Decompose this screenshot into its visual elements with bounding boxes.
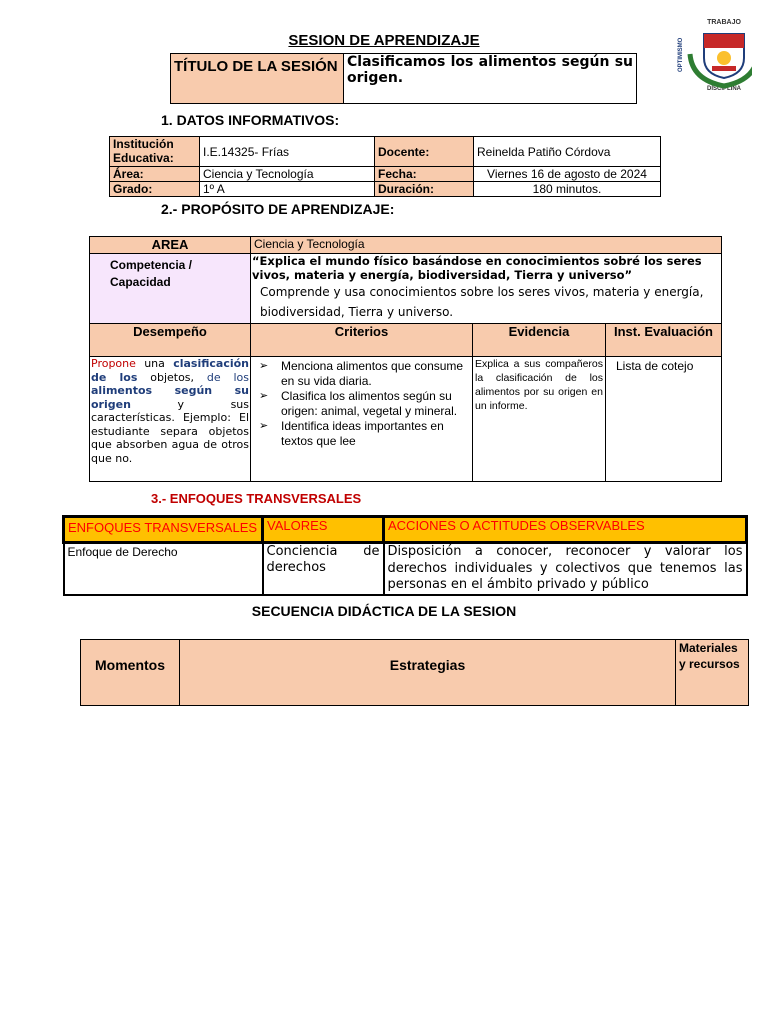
criterios-cell (251, 357, 473, 482)
criterios-header: Criterios (251, 324, 473, 357)
table-row (110, 137, 661, 167)
table-row (81, 640, 749, 706)
docente-value: Reinelda Patiño Córdova (474, 137, 661, 167)
list-item: ➢ Menciona alimentos que consume en su vida diaria. (255, 359, 468, 389)
document-title: SESION DE APRENDIZAJE (288, 32, 480, 49)
table-row (64, 517, 747, 543)
proposito-table (89, 236, 722, 482)
enfoque-cell: Enfoque de Derecho (64, 543, 263, 595)
secuencia-table (80, 639, 749, 706)
accion-cell: Disposición a conocer, reconocer y valorar los derechos individuales y colectivos que tenemos las personas en el ámbito privado y público (384, 543, 747, 595)
grado-label: Grado: (110, 182, 200, 197)
datos-informativos-table (109, 136, 661, 197)
table-row (90, 237, 722, 254)
area-value: Ciencia y Tecnología (200, 167, 375, 182)
desempeno-cell: Propone una clasificación de los objetos, de los alimentos según su origen y sus características. Ejemplo: El estudiante separa objetos que absorben agua de otros que no. (90, 357, 251, 482)
competencia-label: Competencia / Capacidad (90, 254, 251, 324)
institucion-label: Institución Educativa: (110, 137, 200, 167)
competencia-cell (251, 254, 722, 324)
secuencia-heading: SECUENCIA DIDÁCTICA DE LA SESION (251, 603, 517, 619)
list-item: ➢ Identifica ideas importantes en textos que lee (255, 419, 468, 449)
session-title-table (170, 53, 637, 104)
valores-header: VALORES (263, 517, 384, 543)
fecha-value: Viernes 16 de agosto de 2024 (474, 167, 661, 182)
grado-value: 1º A (200, 182, 375, 197)
institucion-value: I.E.14325- Frías (200, 137, 375, 167)
fecha-label: Fecha: (375, 167, 474, 182)
instrumento-cell: Lista de cotejo (606, 357, 722, 482)
momentos-header: Momentos (81, 640, 180, 706)
docente-label: Docente: (375, 137, 474, 167)
criterios-list (255, 359, 468, 449)
section3-heading: 3.- ENFOQUES TRANSVERSALES (151, 491, 362, 506)
evidencia-header: Evidencia (473, 324, 606, 357)
section1-heading: 1. DATOS INFORMATIVOS: (161, 112, 340, 128)
session-title-label: TÍTULO DE LA SESIÓN (171, 54, 344, 104)
inst-evaluacion-header: Inst. Evaluación (606, 324, 722, 357)
enfoques-table (62, 515, 748, 596)
duracion-value: 180 minutos. (474, 182, 661, 197)
table-row (90, 324, 722, 357)
competencia-text: Comprende y usa conocimientos sobre los seres vivos, materia y energía, biodiversidad, Tierra y universo. (260, 285, 704, 319)
valor-cell: Conciencia de derechos (263, 543, 384, 595)
table-row (90, 254, 722, 324)
duracion-label: Duración: (375, 182, 474, 197)
competencia-title: “Explica el mundo físico basándose en conocimientos sobré los seres vivos, materia y energía, biodiversidad, Tierra y universo” (252, 254, 702, 282)
area-header: AREA (90, 237, 251, 254)
evidencia-cell: Explica a sus compañeros la clasificación de los alimentos por su origen en un informe. (473, 357, 606, 482)
list-item: ➢ Clasifica los alimentos según su origen: animal, vegetal y mineral. (255, 389, 468, 419)
enfoques-header: ENFOQUES TRANSVERSALES (64, 517, 263, 543)
table-row (90, 357, 722, 482)
svg-text:OPTIMISMO: OPTIMISMO (678, 37, 684, 72)
table-row (110, 167, 661, 182)
desempeno-header: Desempeño (90, 324, 251, 357)
svg-text:DISCIPLINA: DISCIPLINA (706, 86, 742, 90)
area-label: Área: (110, 167, 200, 182)
table-row (64, 543, 747, 595)
session-title-value: Clasificamos los alimentos según su origen. (344, 54, 637, 104)
acciones-header: ACCIONES O ACTITUDES OBSERVABLES (384, 517, 747, 543)
svg-text:TRABAJO: TRABAJO (707, 19, 741, 26)
school-logo (672, 14, 752, 90)
table-row (110, 182, 661, 197)
estrategias-header: Estrategias (180, 640, 676, 706)
materiales-header: Materiales y recursos (676, 640, 749, 706)
area-header-value: Ciencia y Tecnología (251, 237, 722, 254)
section2-heading: 2.- PROPÓSITO DE APRENDIZAJE: (161, 201, 395, 217)
